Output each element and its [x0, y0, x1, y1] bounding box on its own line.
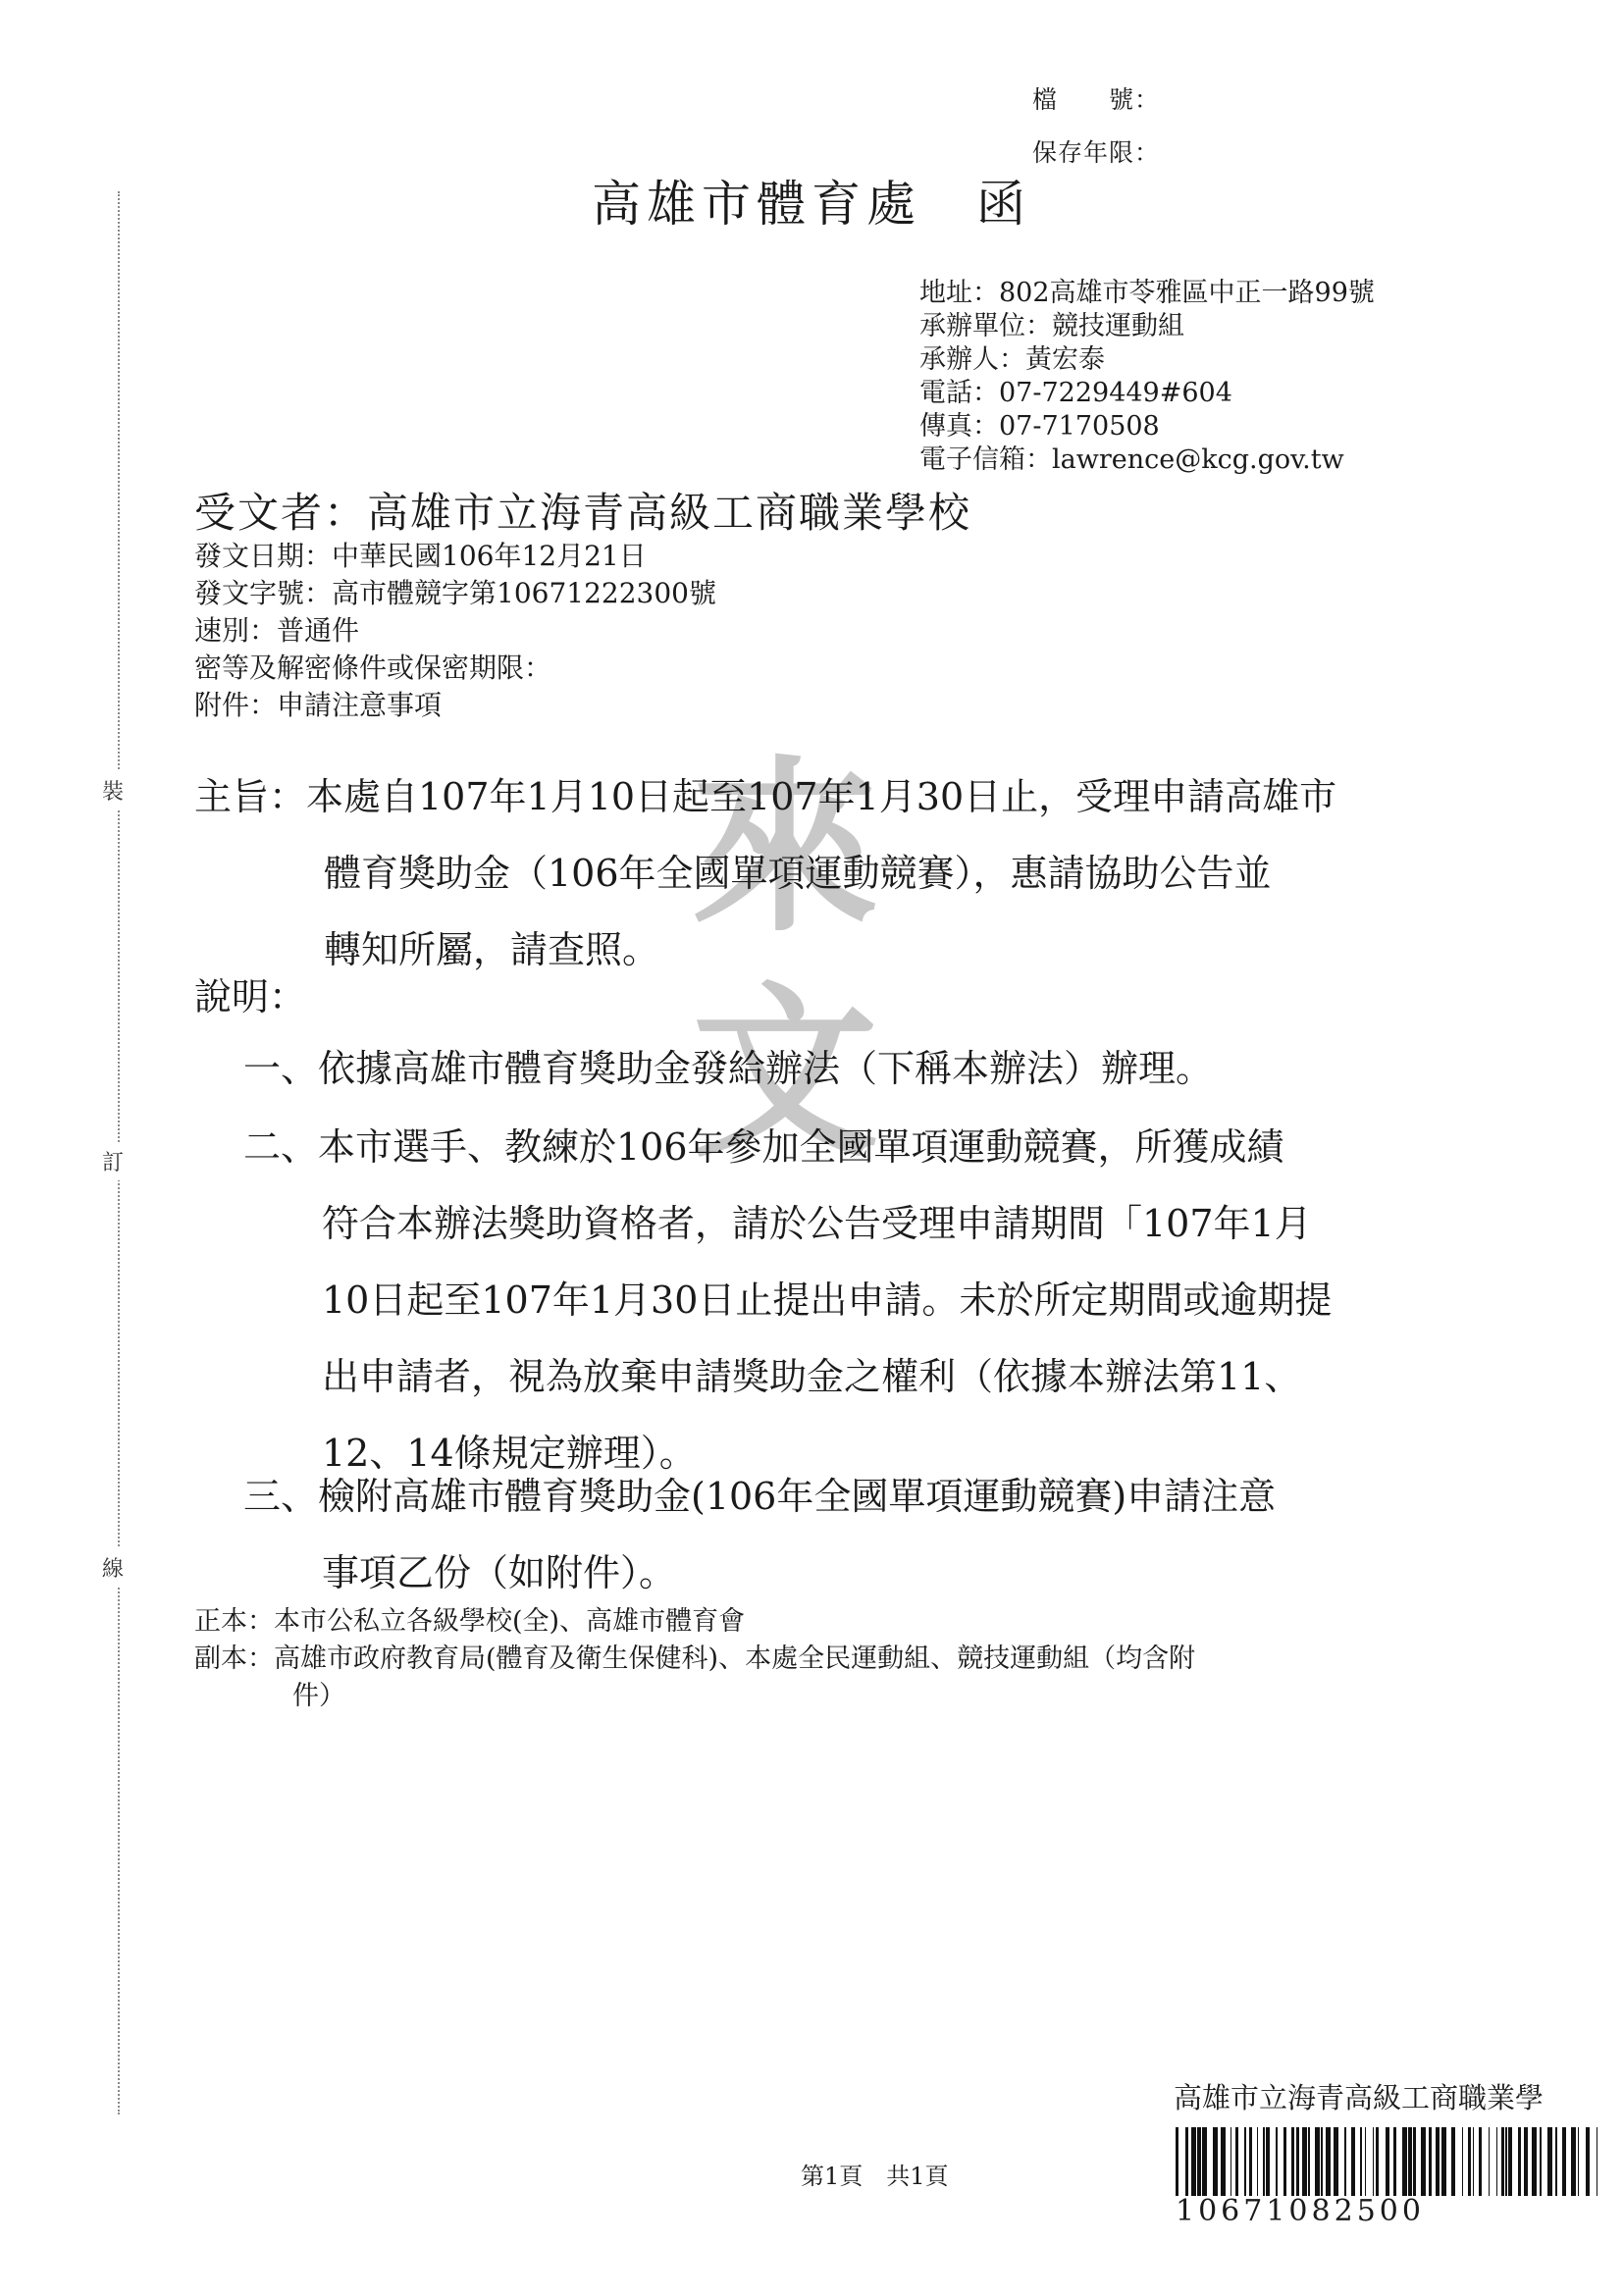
stamp-char-wen: 文 — [692, 965, 879, 1182]
explanation-label: 說明： — [194, 975, 307, 1018]
document-meta — [194, 538, 716, 724]
item-line: 10日起至107年1月30日止提出申請。未於所定期間或逾期提 — [322, 1278, 1333, 1322]
subject-section — [194, 740, 1337, 988]
sender-unit: 承辦單位：競技運動組 — [919, 311, 1184, 341]
item-line: 一、依據高雄市體育獎助金發給辦法（下稱本辦法）辦理。 — [243, 1047, 1214, 1090]
subject-line: 主旨：本處自107年1月10日起至107年1月30日止，受理申請高雄市 — [194, 775, 1337, 818]
barcode — [1176, 2127, 1603, 2196]
page-number: 第1頁 共1頁 — [801, 2163, 949, 2190]
sender-email: 電子信箱：lawrence@kcg.gov.tw — [919, 444, 1344, 475]
item-line: 出申請者，視為放棄申請獎助金之權利（依據本辦法第11、 — [322, 1355, 1302, 1398]
delivery-speed: 速別：普通件 — [194, 614, 360, 647]
barcode-number: 10671082500 — [1176, 2194, 1425, 2228]
item-line: 三、檢附高雄市體育獎助金(106年全國單項運動競賽)申請注意 — [243, 1475, 1277, 1518]
explanation-item-2 — [243, 1109, 1332, 1491]
sender-fax: 傳真：07-7170508 — [919, 411, 1160, 442]
explanation-item-1 — [243, 1030, 1213, 1107]
explanation-item-3 — [243, 1458, 1276, 1611]
subject-line: 轉知所屬，請查照。 — [324, 928, 660, 971]
document-number: 發文字號：高市體競字第10671222300號 — [194, 577, 716, 609]
sender-info-block — [919, 277, 1375, 477]
secrecy-level: 密等及解密條件或保密期限： — [194, 652, 552, 684]
copy-recipients-cont: 件） — [292, 1681, 345, 1711]
document-title: 高雄市體育處 函 — [592, 176, 1031, 233]
original-recipients: 正本：本市公私立各級學校(全)、高雄市體育會 — [194, 1606, 746, 1637]
recipient: 受文者：高雄市立海青高級工商職業學校 — [194, 489, 972, 537]
binding-mark-ding: 訂 — [102, 1142, 124, 1180]
retention-period-label: 保存年限： — [1032, 138, 1161, 167]
distribution-section — [194, 1603, 1195, 1715]
binding-mark-zhuang: 裝 — [102, 771, 124, 809]
item-line: 12、14條規定辦理）。 — [322, 1432, 697, 1475]
item-line: 二、本市選手、教練於106年參加全國單項運動競賽，所獲成績 — [243, 1125, 1284, 1169]
stamp-char-lai: 來 — [692, 740, 879, 957]
sender-phone: 電話：07-7229449#604 — [919, 378, 1232, 408]
item-line: 事項乙份（如附件）。 — [322, 1551, 677, 1594]
binding-mark-xian: 線 — [102, 1548, 124, 1587]
issue-date: 發文日期：中華民國106年12月21日 — [194, 540, 647, 572]
barcode-gap — [1597, 2127, 1602, 2196]
sender-address: 地址：802高雄市苓雅區中正一路99號 — [919, 278, 1375, 308]
file-number-label: 檔 號： — [1032, 85, 1161, 114]
item-line: 符合本辦法獎助資格者，請於公告受理申請期間「107年1月 — [322, 1202, 1312, 1245]
subject-line: 體育獎助金（106年全國單項運動競賽），惠請協助公告並 — [324, 852, 1272, 895]
copy-recipients: 副本：高雄市政府教育局(體育及衛生保健科)、本處全民運動組、競技運動組（均含附 — [194, 1644, 1196, 1674]
footer-school-name: 高雄市立海青高級工商職業學 — [1174, 2081, 1544, 2114]
sender-officer: 承辦人：黃宏泰 — [919, 344, 1105, 375]
attachment: 附件：申請注意事項 — [194, 689, 443, 721]
